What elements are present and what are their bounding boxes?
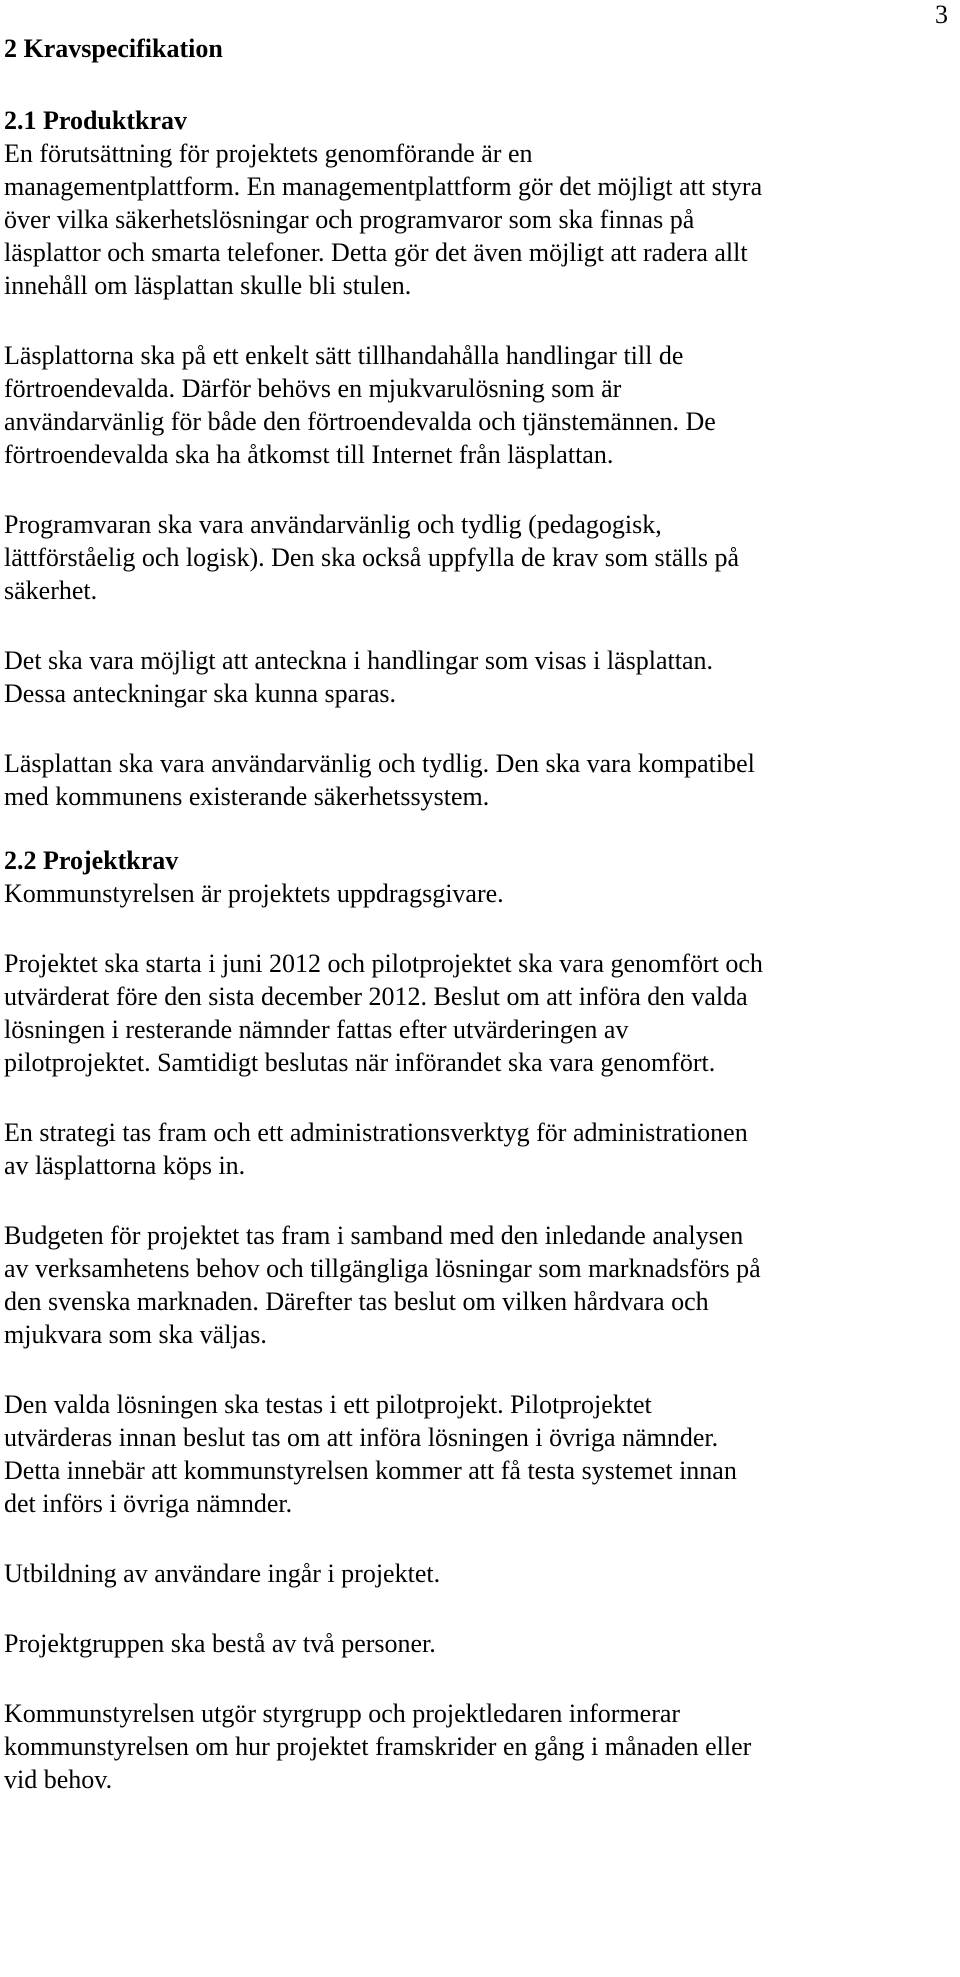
paragraph: Läsplattorna ska på ett enkelt sätt tillhandahålla handlingar till de förtroendevalda. Därför behövs en mjukvarulösning som är användarvänlig för både den förtroendevalda och tjänstemännen. De förtroendevalda ska ha åtkomst till Internet från läsplattan. (4, 341, 716, 469)
paragraph: Kommunstyrelsen är projektets uppdragsgivare. (4, 879, 504, 908)
paragraph: Projektet ska starta i juni 2012 och pilotprojektet ska vara genomfört och utvärderat före den sista december 2012. Beslut om att införa den valda lösningen i resterande nämnder fattas efter utvärderingen av pilotprojektet. Samtidigt beslutas när införandet ska vara genomfört. (4, 949, 763, 1077)
paragraph: Programvaran ska vara användarvänlig och tydlig (pedagogisk, lättförståelig och logisk). Den ska också uppfylla de krav som ställs på säkerhet. (4, 510, 740, 605)
paragraph: Den valda lösningen ska testas i ett pilotprojekt. Pilotprojektet utvärderas innan beslut tas om att införa lösningen i övriga nämnder. Detta innebär att kommunstyrelsen kommer att få testa systemet innan det införs i övriga nämnder. (4, 1390, 737, 1518)
document-body (4, 32, 954, 1833)
paragraph: Läsplattan ska vara användarvänlig och tydlig. Den ska vara kompatibel med kommunens existerande säkerhetssystem. (4, 749, 755, 811)
chapter-heading: 2 Kravspecifikation (4, 34, 223, 63)
paragraph: Det ska vara möjligt att anteckna i handlingar som visas i läsplattan. Dessa anteckningar ska kunna sparas. (4, 646, 714, 708)
paragraph: Utbildning av användare ingår i projektet. (4, 1559, 441, 1588)
paragraph: Projektgruppen ska bestå av två personer. (4, 1629, 436, 1658)
section-heading-produktkrav: 2.1 Produktkrav (4, 106, 187, 135)
page-number: 3 (935, 0, 948, 29)
paragraph: Budgeten för projektet tas fram i samband med den inledande analysen av verksamhetens behov och tillgängliga lösningar som marknadsförs på den svenska marknaden. Därefter tas beslut om vilken hårdvara och mjukvara som ska väljas. (4, 1221, 761, 1349)
section-heading-projektkrav: 2.2 Projektkrav (4, 846, 179, 875)
paragraph: Kommunstyrelsen utgör styrgrupp och projektledaren informerar kommunstyrelsen om hur projektet framskrider en gång i månaden eller vid behov. (4, 1699, 752, 1794)
paragraph: En strategi tas fram och ett administrationsverktyg för administrationen av läsplattorna köps in. (4, 1118, 748, 1180)
paragraph: En förutsättning för projektets genomförande är en managementplattform. En managementplattform gör det möjligt att styra över vilka säkerhetslösningar och programvaror som ska finnas på läsplattor och smarta telefoner. Detta gör det även möjligt att radera allt innehåll om läsplattan skulle bli stulen. (4, 139, 763, 300)
